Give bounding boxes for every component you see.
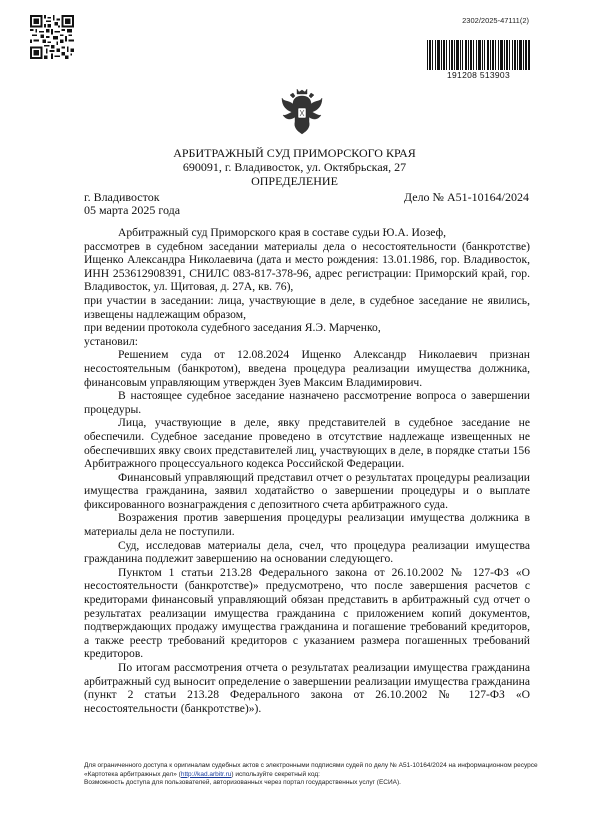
- paragraph: Возражения против завершения процедуры реализации имущества должника в материалы дела не поступили.: [84, 511, 530, 539]
- footer-text: Для ограниченного доступа к оригиналам судебных актов с электронными подписями судей по делу № А51-10164/2024 на информационном ресурсе «Картотека арбитражных дел» (: [84, 762, 538, 778]
- city: г. Владивосток: [84, 190, 160, 204]
- intro-established: установил:: [84, 334, 138, 348]
- paragraph: Решением суда от 12.08.2024 Ищенко Александр Николаевич признан несостоятельным (банкротом), введена процедура реализации имущества должника, финансовым управляющим утвержден Зуев Максим Владимирович.: [84, 348, 530, 389]
- qr-code: [30, 15, 74, 59]
- barcode: [427, 40, 530, 78]
- footer-notice: [84, 762, 544, 788]
- document-body: [84, 226, 530, 715]
- paragraph: Лица, участвующие в деле, явку представителей в судебное заседание не обеспечили. Судебное заседание проведено в отсутствие надлежаще извещенных не обеспечивших явку своих представителей лиц, участвующих в деле, в порядке статьи 156 Арбитражного процессуального кодекса Российской Федерации.: [84, 416, 530, 471]
- barcode-bars: [427, 40, 530, 72]
- paragraph: Пунктом 1 статьи 213.28 Федерального закона от 26.10.2002 № 127-ФЗ «О несостоятельности (банкротстве)» предусмотрено, что после завершения расчетов с кредиторами финансовый управляющий обязан представить в арбитражный суд отчет о результатах реализации имущества гражданина с приложением копий документов, подтверждающих продажу имущества гражданина и погашение требований кредиторов, а также реестр требований кредиторов с указанием размера погашенных требований кредиторов.: [84, 565, 530, 661]
- intro-protocol: при ведении протокола судебного заседания Я.Э. Марченко,: [84, 321, 381, 335]
- document-type-heading: ОПРЕДЕЛЕНИЕ: [251, 174, 338, 188]
- intro-participants: при участии в заседании: лица, участвующие в деле, в судебное заседание не явились, извещены надлежащим образом,: [84, 293, 530, 321]
- kad-arbitr-link[interactable]: http://kad.arbitr.ru: [180, 770, 232, 778]
- paragraph: Финансовый управляющий представил отчет о результатах процедуры реализации имущества гражданина, заявил ходатайство о завершении процедуры и о выплате фиксированного вознаграждения с депозитного счета арбитражного суда.: [84, 470, 530, 511]
- intro-judge: Арбитражный суд Приморского края в составе судьи Ю.А. Иозеф,: [118, 226, 446, 239]
- footer-text-after: ) используйте секретный код:: [231, 770, 320, 778]
- document-date: 05 марта 2025 года: [84, 203, 181, 217]
- paragraph: Суд, исследовав материалы дела, счел, что процедура реализации имущества гражданина подлежит завершению на основании следующего.: [84, 538, 530, 566]
- intro-debtor: рассмотрев в судебном заседании материалы дела о несостоятельности (банкротстве) Ищенко Александра Николаевича (дата и место рождения: 13.01.1986, гор. Владивосток, ИНН 253612908391, СНИЛС 083-817-378-96, адрес регистрации: Приморский край, гор. Владивосток, ул. Щитовая, д. 27А, кв. 76),: [84, 239, 530, 294]
- footer-esia-note: Возможность доступа для пользователей, авторизованных через портал государственных услуг (ЕСИА).: [84, 779, 401, 786]
- paragraph: В настоящее судебное заседание назначено рассмотрение вопроса о завершении процедуры.: [84, 389, 530, 416]
- barcode-number: 191208 513903: [427, 70, 530, 80]
- court-address: 690091, г. Владивосток, ул. Октябрьская, 27: [182, 160, 407, 174]
- case-number: Дело № А51-10164/2024: [403, 190, 529, 204]
- paragraph: По итогам рассмотрения отчета о результатах реализации имущества гражданина арбитражный суд выносит определение о завершении реализации имущества гражданина (пункт 2 статьи 213.28 Федерального закона от 26.10.2002 № 127-ФЗ «О несостоятельности (банкротстве)»).: [84, 661, 530, 715]
- coat-of-arms-icon: [280, 86, 324, 136]
- court-name: АРБИТРАЖНЫЙ СУД ПРИМОРСКОГО КРАЯ: [173, 146, 416, 160]
- document-id: 2302/2025-47111(2): [462, 16, 529, 25]
